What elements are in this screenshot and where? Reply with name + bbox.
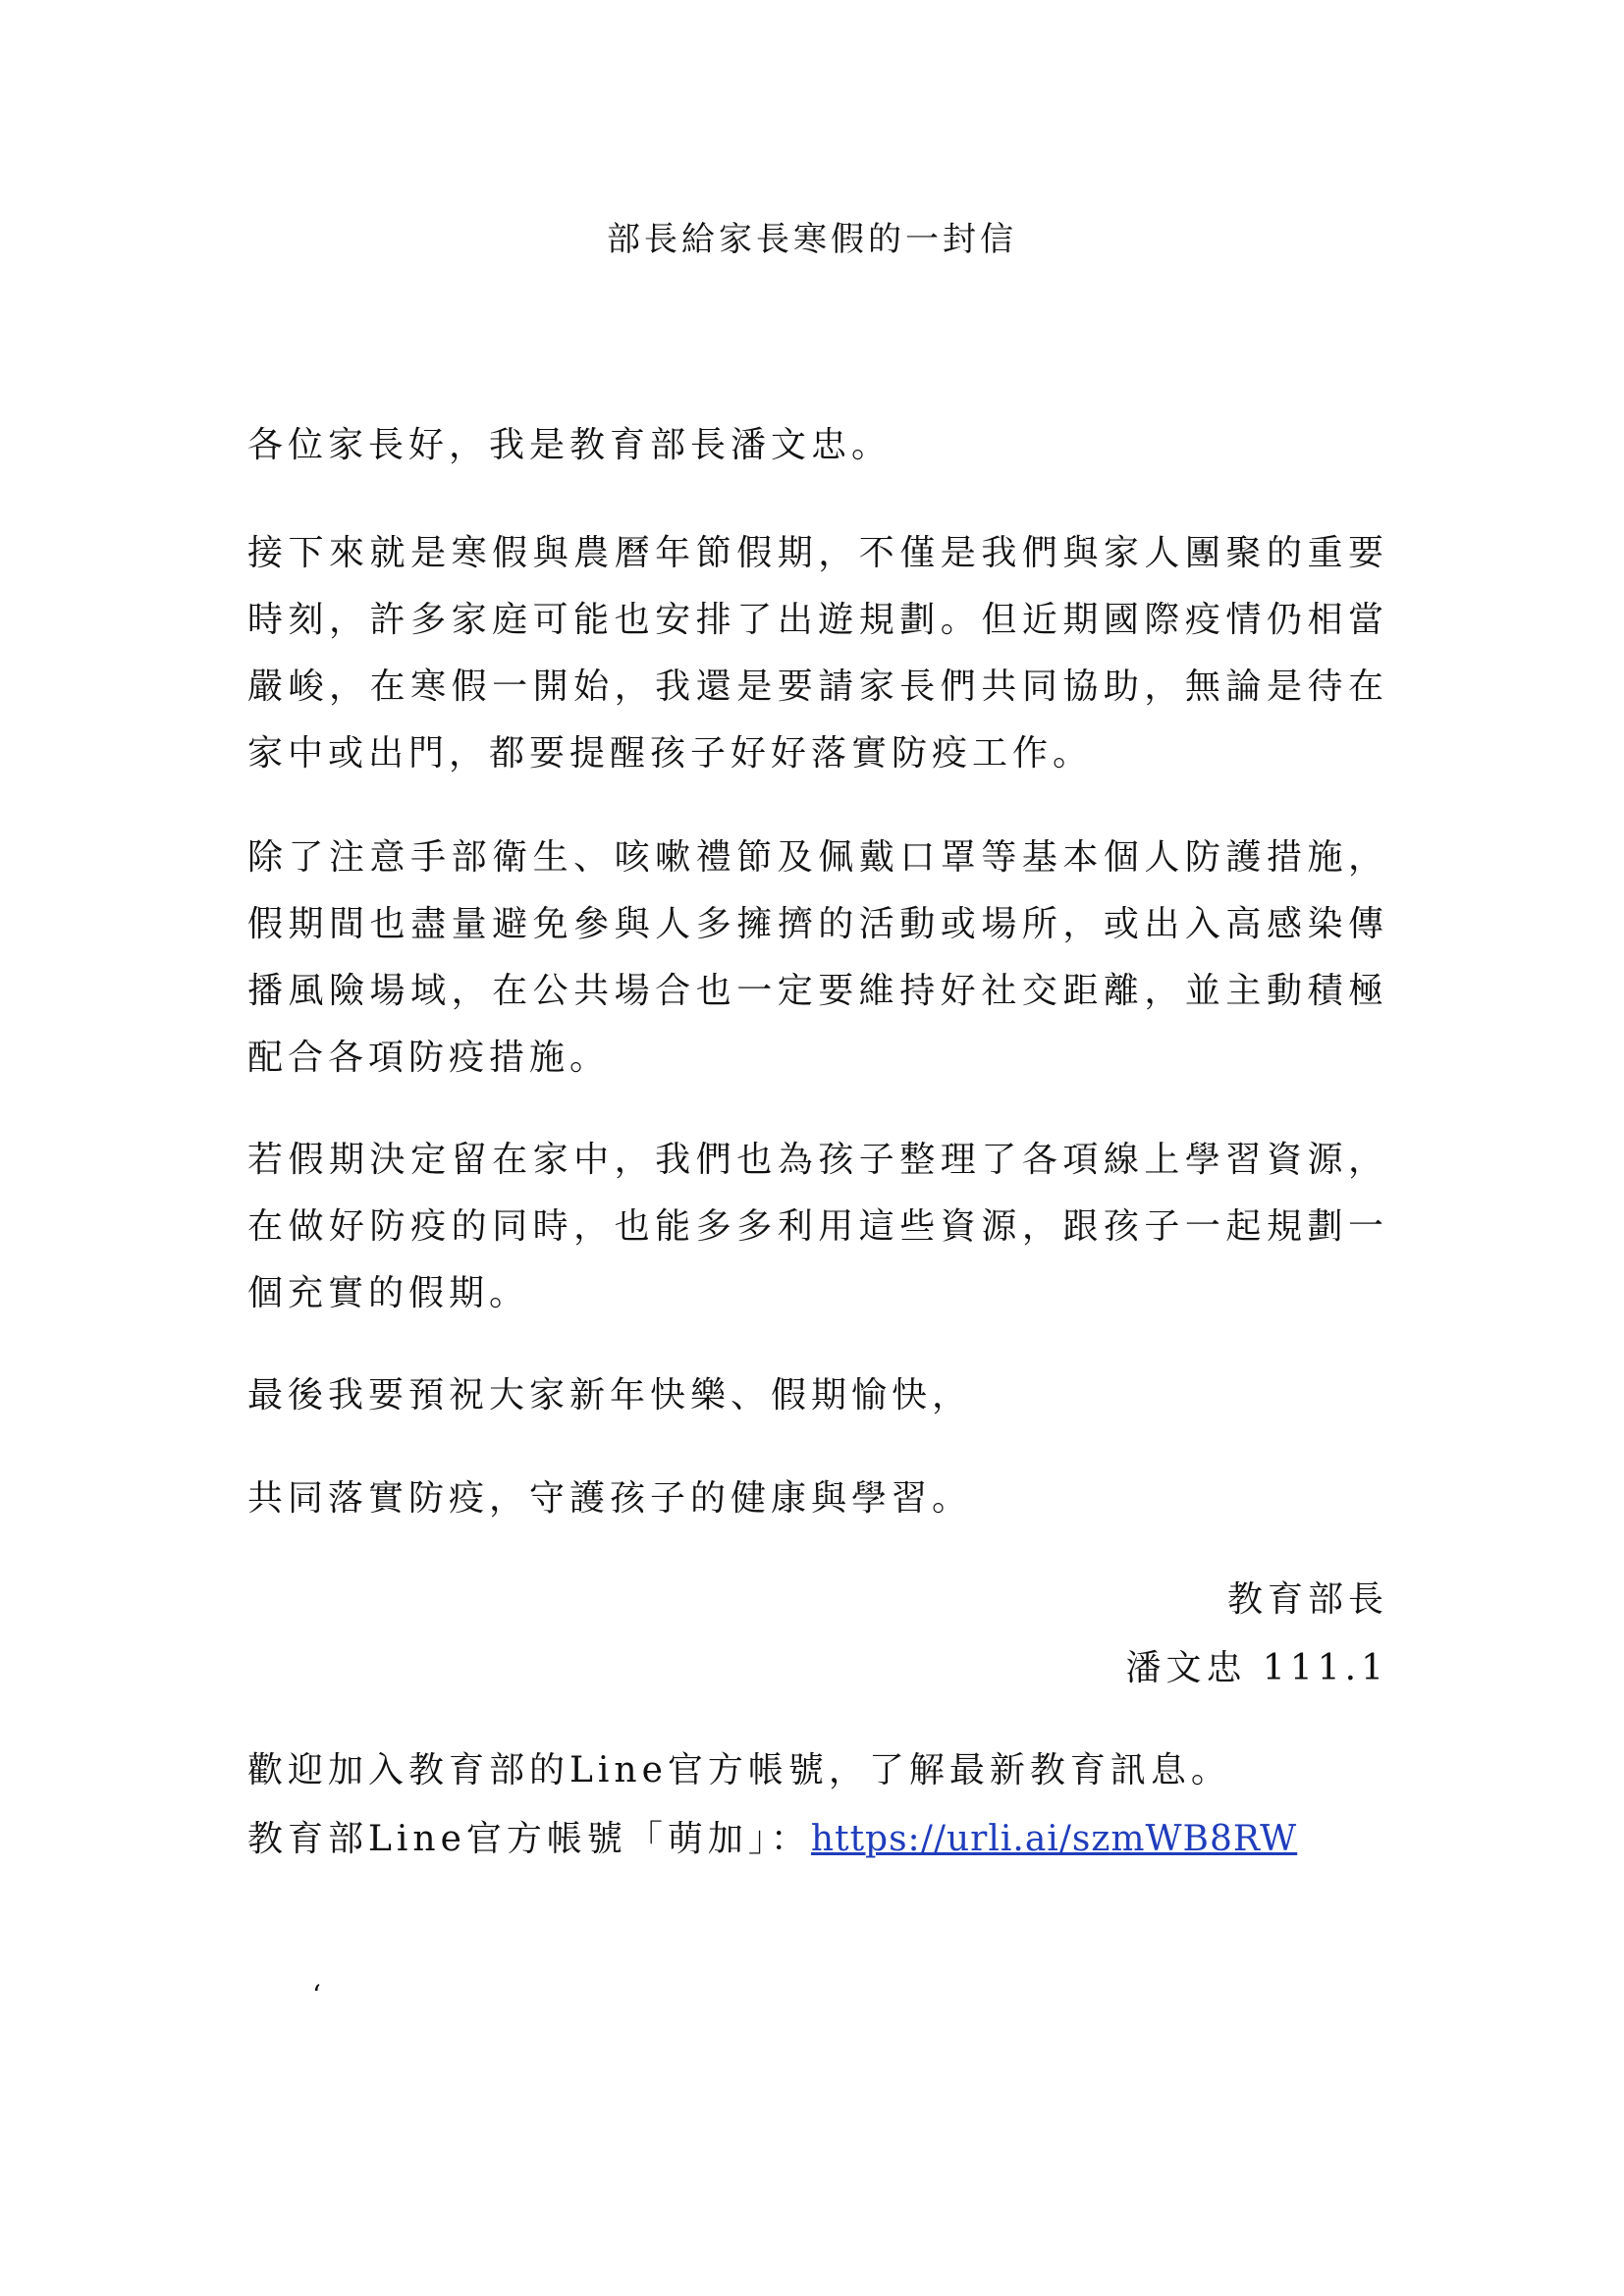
paragraph-online-learning: 若假期決定留在家中，我們也為孩子整理了各項線上學習資源，在做好防疫的同時，也能多多利用這些資源，跟孩子一起規劃一個充實的假期。 [247, 1140, 1388, 1313]
signature-title: 教育部長 [1226, 1579, 1388, 1620]
line-invite-text: 歡迎加入教育部的Line官方帳號，了解最新教育訊息。 [247, 1750, 1231, 1790]
letter-title: 部長給家長寒假的一封信 [607, 220, 1017, 259]
paragraph-winter-break: 接下來就是寒假與農曆年節假期，不僅是我們與家人團聚的重要時刻，許多家庭可能也安排了出遊規劃。但近期國際疫情仍相當嚴峻，在寒假一開始，我還是要請家長們共同協助，無論是待在家中或出門，都要提醒孩子好好落實防疫工作。 [247, 533, 1388, 774]
line-account-link[interactable]: https://urli.ai/szmWB8RW [810, 1819, 1298, 1859]
signature-name-date: 潘文忠 111.1 [1125, 1648, 1388, 1688]
line-account-prefix: 教育部Line官方帳號「萌加」： [247, 1819, 811, 1859]
greeting-line: 各位家長好，我是教育部長潘文忠。 [247, 425, 893, 465]
closing-line-wishes: 最後我要預祝大家新年快樂、假期愉快， [247, 1375, 973, 1415]
stray-mark: ‘ [312, 1979, 321, 2011]
paragraph-protection-measures: 除了注意手部衛生、咳嗽禮節及佩戴口罩等基本個人防護措施，假期間也盡量避免參與人多擁擠的活動或場所，或出入高感染傳播風險場域，在公共場合也一定要維持好社交距離，並主動積極配合各項防疫措施。 [247, 837, 1388, 1078]
line-account-text [247, 1806, 1388, 1873]
closing-line-protect: 共同落實防疫，守護孩子的健康與學習。 [247, 1478, 973, 1519]
